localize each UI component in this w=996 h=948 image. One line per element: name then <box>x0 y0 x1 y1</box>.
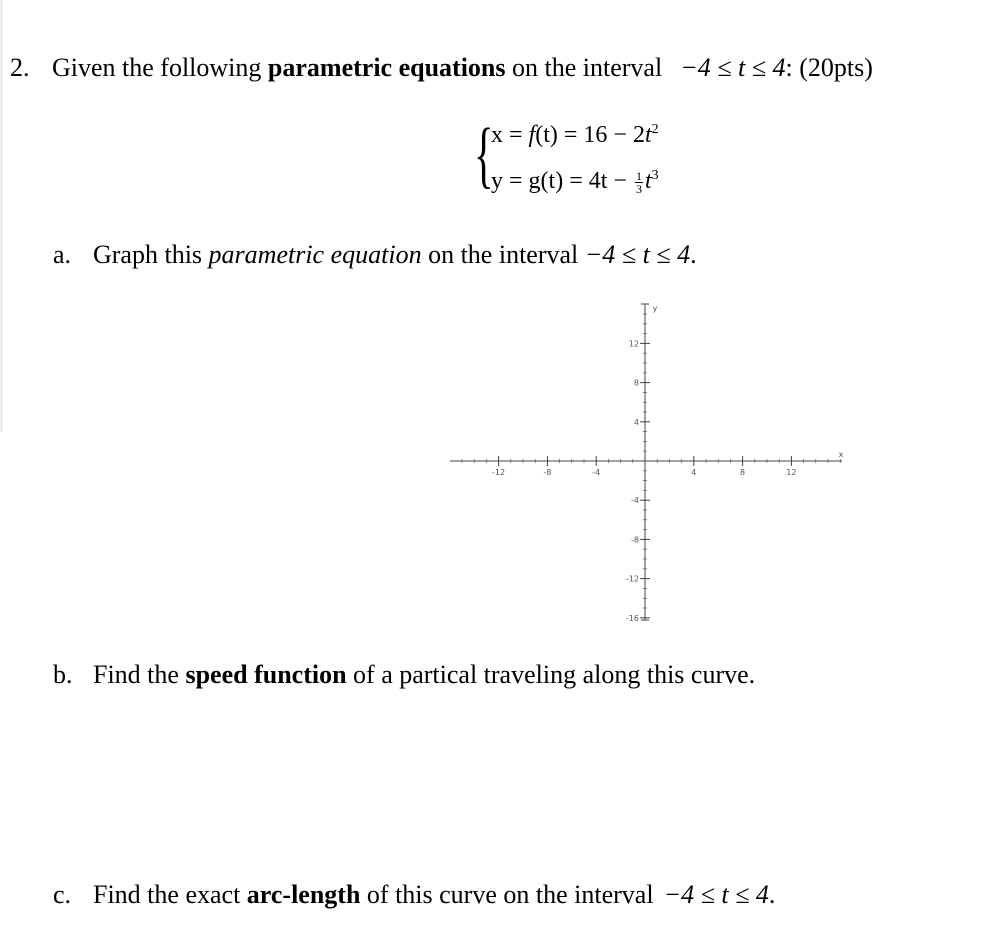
x-tick-label: 12 <box>786 468 797 477</box>
eq-y-fraction <box>635 170 643 195</box>
question-points: : (20pts) <box>785 53 873 82</box>
equation-x <box>491 122 659 149</box>
part-c-text <box>93 880 775 910</box>
eq-x-rhs: (t) = 16 − 2 <box>535 122 645 148</box>
x-tick-label: -12 <box>492 468 506 477</box>
eq-x-fn: f <box>528 122 536 148</box>
part-b-text-after: of a partical traveling along this curve. <box>346 660 756 689</box>
eq-y-var: t <box>644 168 652 194</box>
y-tick-label: 8 <box>633 378 639 388</box>
part-a-period: . <box>690 240 697 269</box>
part-c-period: . <box>768 880 776 909</box>
y-tick-label: 12 <box>628 339 639 349</box>
part-c-letter: c. <box>53 880 72 909</box>
equation-brace: { <box>474 114 494 196</box>
question-interval: −4 ≤ t ≤ 4 <box>680 53 786 82</box>
y-axis-label: y <box>652 304 658 313</box>
part-b-text <box>93 660 755 690</box>
part-a-text <box>93 240 697 270</box>
x-tick-label: 8 <box>740 468 746 477</box>
y-tick-label: -8 <box>631 535 639 545</box>
part-c-text-after: of this curve on the interval <box>360 880 654 909</box>
question-text-before: Given the following <box>52 53 268 82</box>
y-tick-label: -16 <box>625 613 639 623</box>
part-b-bold-term: speed function <box>185 660 347 689</box>
part-a-text-before: Graph this <box>93 240 209 269</box>
x-tick-label: 4 <box>691 468 697 477</box>
equation-y <box>491 168 659 195</box>
x-tick-label: -8 <box>543 468 552 477</box>
eq-y-frac-den: 3 <box>635 181 642 196</box>
eq-y-exp: 3 <box>651 168 659 183</box>
part-a-italic-term: parametric equation <box>208 240 422 269</box>
part-c-text-before: Find the exact <box>93 880 247 909</box>
y-tick-label: 4 <box>633 417 639 427</box>
y-tick-label: -4 <box>631 496 639 506</box>
y-tick-label: -12 <box>625 574 639 584</box>
question-number: 2. <box>10 53 30 82</box>
part-b-letter: b. <box>53 660 73 689</box>
eq-x-var: t <box>644 122 652 148</box>
part-c-bold-term: arc-length <box>246 880 361 909</box>
question-bold-term: parametric equations <box>267 53 506 82</box>
part-a-text-after: on the interval <box>421 240 579 269</box>
eq-y-frac-num: 1 <box>635 168 642 183</box>
eq-y-lhs: y = g(t) = 4t − <box>491 168 633 194</box>
x-tick-label: -4 <box>592 468 601 477</box>
part-b-text-before: Find the <box>93 660 186 689</box>
eq-x-lhs: x = <box>491 122 529 148</box>
question-text-after: on the interval <box>505 53 663 82</box>
part-a-letter: a. <box>53 240 72 269</box>
part-c-interval: −4 ≤ t ≤ 4 <box>663 880 769 909</box>
question-prompt <box>52 53 873 83</box>
left-margin-rule <box>0 0 3 432</box>
x-axis-label: x <box>838 450 844 459</box>
eq-x-exp: 2 <box>651 122 659 137</box>
part-a-interval: −4 ≤ t ≤ 4 <box>584 240 691 269</box>
